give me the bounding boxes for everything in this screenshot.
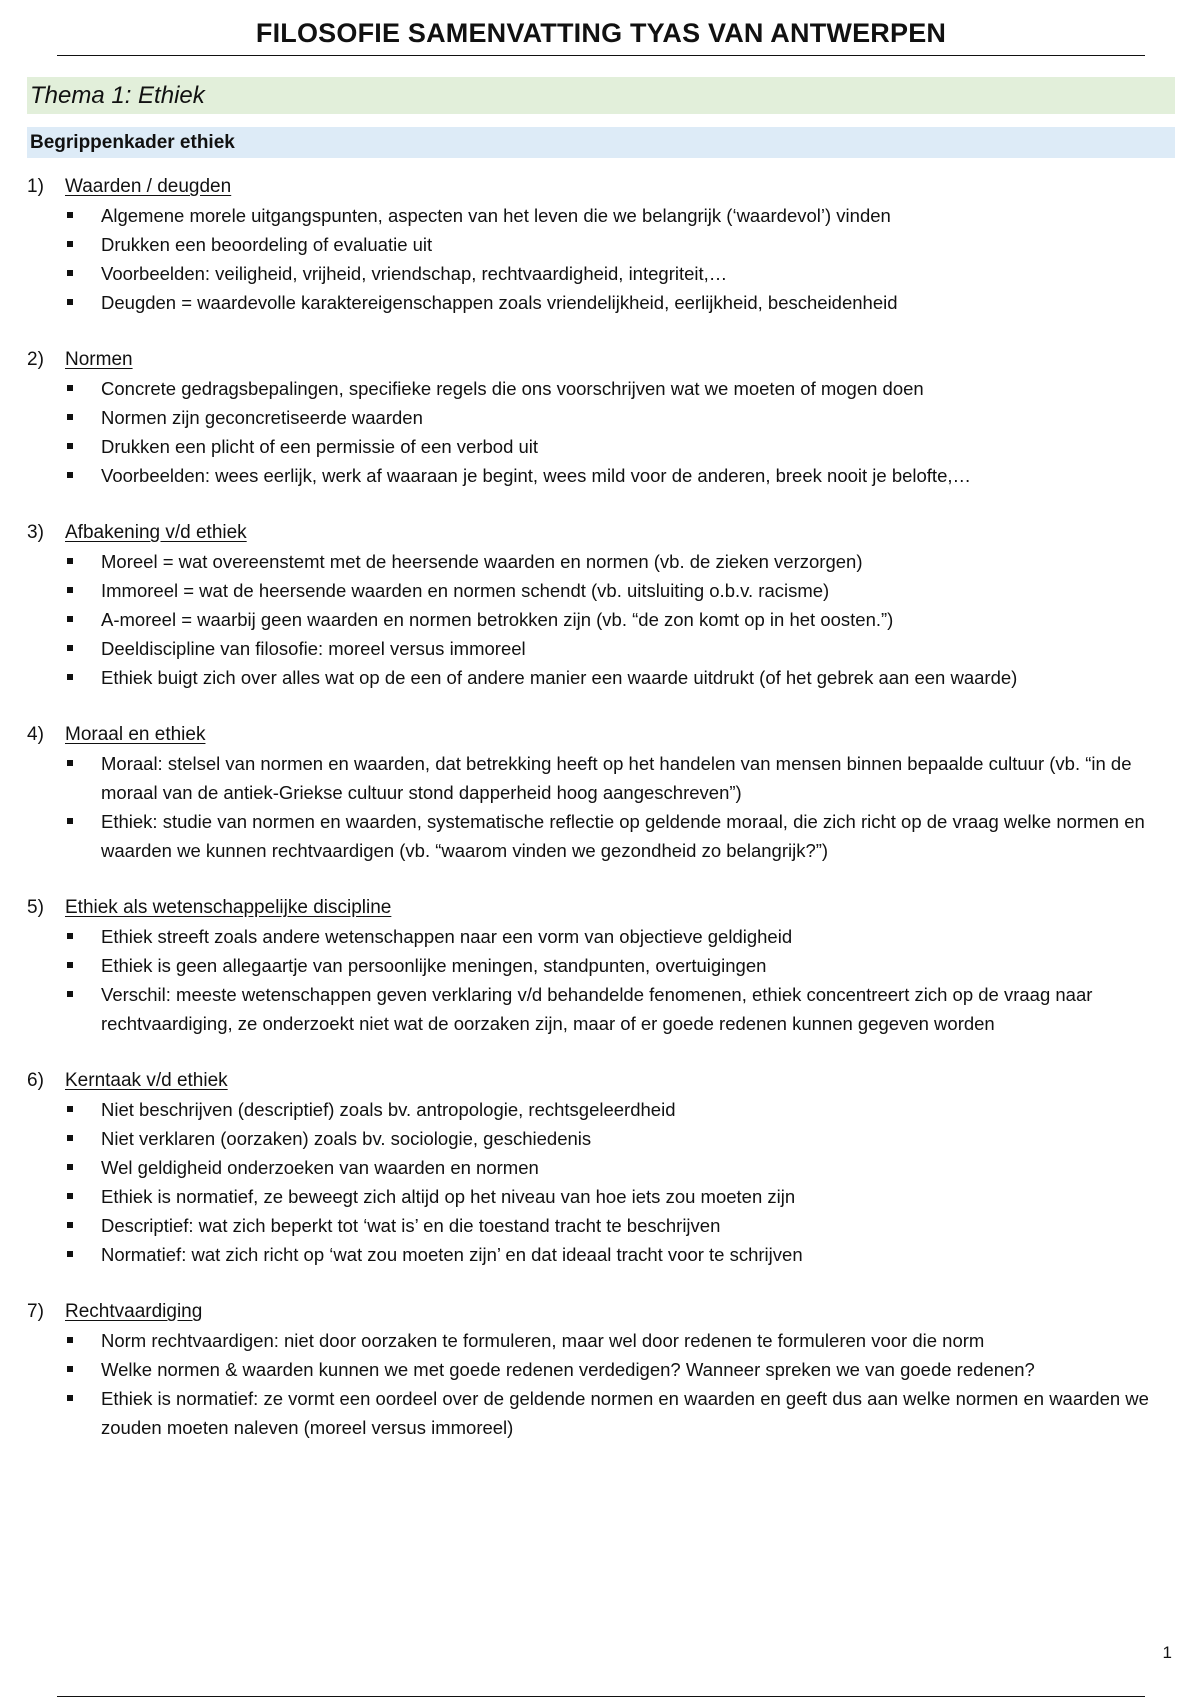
bullet-list: [27, 1095, 1177, 1269]
bullet-item: Moreel = wat overeenstemt met de heersende waarden en normen (vb. de zieken verzorgen): [65, 547, 1177, 576]
list-item: [27, 720, 1177, 865]
item-heading: [27, 172, 1177, 201]
bullet-item: Niet beschrijven (descriptief) zoals bv. antropologie, rechtsgeleerdheid: [65, 1095, 1177, 1124]
bullet-list: [27, 374, 1177, 490]
item-heading: [27, 1297, 1177, 1326]
document-title: FILOSOFIE SAMENVATTING TYAS VAN ANTWERPEN: [57, 18, 1145, 56]
item-heading: [27, 345, 1177, 374]
bullet-item: Drukken een plicht of een permissie of een verbod uit: [65, 432, 1177, 461]
list-item: [27, 1297, 1177, 1442]
bullet-item: Welke normen & waarden kunnen we met goede redenen verdedigen? Wanneer spreken we van goede redenen?: [65, 1355, 1177, 1384]
item-number: 4): [27, 724, 44, 745]
bullet-item: Deugden = waardevolle karaktereigenschappen zoals vriendelijkheid, eerlijkheid, bescheidenheid: [65, 288, 1177, 317]
item-number: 2): [27, 349, 44, 370]
bullet-item: Algemene morele uitgangspunten, aspecten van het leven die we belangrijk (‘waardevol’) vinden: [65, 201, 1177, 230]
bullet-item: Voorbeelden: wees eerlijk, werk af waaraan je begint, wees mild voor de anderen, breek nooit je belofte,…: [65, 461, 1177, 490]
bullet-item: Concrete gedragsbepalingen, specifieke regels die ons voorschrijven wat we moeten of mogen doen: [65, 374, 1177, 403]
bullet-list: [27, 547, 1177, 692]
list-item: [27, 345, 1177, 490]
item-title: Waarden / deugden: [65, 176, 232, 197]
bullet-item: Moraal: stelsel van normen en waarden, dat betrekking heeft op het handelen van mensen binnen bepaalde cultuur (vb. “in de moraal van de antiek-Griekse cultuur stond dapperheid hoog aangeschreven”): [65, 749, 1177, 807]
item-title: Kerntaak v/d ethiek: [65, 1070, 228, 1091]
bullet-item: Immoreel = wat de heersende waarden en normen schendt (vb. uitsluiting o.b.v. racisme): [65, 576, 1177, 605]
item-title: Ethiek als wetenschappelijke discipline: [65, 897, 392, 918]
bullet-list: [27, 1326, 1177, 1442]
item-number: 3): [27, 522, 44, 543]
item-heading: [27, 518, 1177, 547]
item-title: Moraal en ethiek: [65, 724, 206, 745]
item-title: Normen: [65, 349, 133, 370]
bullet-list: [27, 749, 1177, 865]
bullet-item: Normatief: wat zich richt op ‘wat zou moeten zijn’ en dat ideaal tracht voor te schrijven: [65, 1240, 1177, 1269]
page-number: 1: [1162, 1643, 1172, 1662]
item-title: Rechtvaardiging: [65, 1301, 203, 1322]
bullet-item: Ethiek is normatief, ze beweegt zich altijd op het niveau van hoe iets zou moeten zijn: [65, 1182, 1177, 1211]
bullet-item: Ethiek buigt zich over alles wat op de een of andere manier een waarde uitdrukt (of het gebrek aan een waarde): [65, 663, 1177, 692]
bullet-item: Normen zijn geconcretiseerde waarden: [65, 403, 1177, 432]
bullet-list: [27, 201, 1177, 317]
list-item: [27, 1066, 1177, 1269]
bullet-list: [27, 922, 1177, 1038]
theme-heading: Thema 1: Ethiek: [27, 77, 1175, 114]
bullet-item: Ethiek is geen allegaartje van persoonlijke meningen, standpunten, overtuigingen: [65, 951, 1177, 980]
bullet-item: Drukken een beoordeling of evaluatie uit: [65, 230, 1177, 259]
bullet-item: Ethiek streeft zoals andere wetenschappen naar een vorm van objectieve geldigheid: [65, 922, 1177, 951]
bullet-item: Ethiek: studie van normen en waarden, systematische reflectie op geldende moraal, die zich richt op de vraag welke normen en waarden we kunnen rechtvaardigen (vb. “waarom vinden we gezondheid zo belangrijk?”): [65, 807, 1177, 865]
item-heading: [27, 893, 1177, 922]
bullet-item: Deeldiscipline van filosofie: moreel versus immoreel: [65, 634, 1177, 663]
item-number: 1): [27, 176, 44, 197]
bullet-item: Verschil: meeste wetenschappen geven verklaring v/d behandelde fenomenen, ethiek concentreert zich op de vraag naar rechtvaardiging, ze onderzoekt niet wat de oorzaken zijn, maar of er goede redenen kunnen gegeven worden: [65, 980, 1177, 1038]
item-number: 7): [27, 1301, 44, 1322]
footer-divider: [57, 1696, 1145, 1697]
section-heading: Begrippenkader ethiek: [27, 127, 1175, 158]
item-heading: [27, 720, 1177, 749]
bullet-item: Descriptief: wat zich beperkt tot ‘wat is’ en die toestand tracht te beschrijven: [65, 1211, 1177, 1240]
item-title: Afbakening v/d ethiek: [65, 522, 247, 543]
bullet-item: Voorbeelden: veiligheid, vrijheid, vriendschap, rechtvaardigheid, integriteit,…: [65, 259, 1177, 288]
list-item: [27, 893, 1177, 1038]
content-list: [27, 172, 1177, 1470]
bullet-item: A-moreel = waarbij geen waarden en normen betrokken zijn (vb. “de zon komt op in het oosten.”): [65, 605, 1177, 634]
bullet-item: Norm rechtvaardigen: niet door oorzaken te formuleren, maar wel door redenen te formuleren voor die norm: [65, 1326, 1177, 1355]
list-item: [27, 172, 1177, 317]
bullet-item: Niet verklaren (oorzaken) zoals bv. sociologie, geschiedenis: [65, 1124, 1177, 1153]
bullet-item: Wel geldigheid onderzoeken van waarden en normen: [65, 1153, 1177, 1182]
bullet-item: Ethiek is normatief: ze vormt een oordeel over de geldende normen en waarden en geeft dus aan welke normen en waarden we zouden moeten naleven (moreel versus immoreel): [65, 1384, 1177, 1442]
list-item: [27, 518, 1177, 692]
item-heading: [27, 1066, 1177, 1095]
item-number: 6): [27, 1070, 44, 1091]
item-number: 5): [27, 897, 44, 918]
